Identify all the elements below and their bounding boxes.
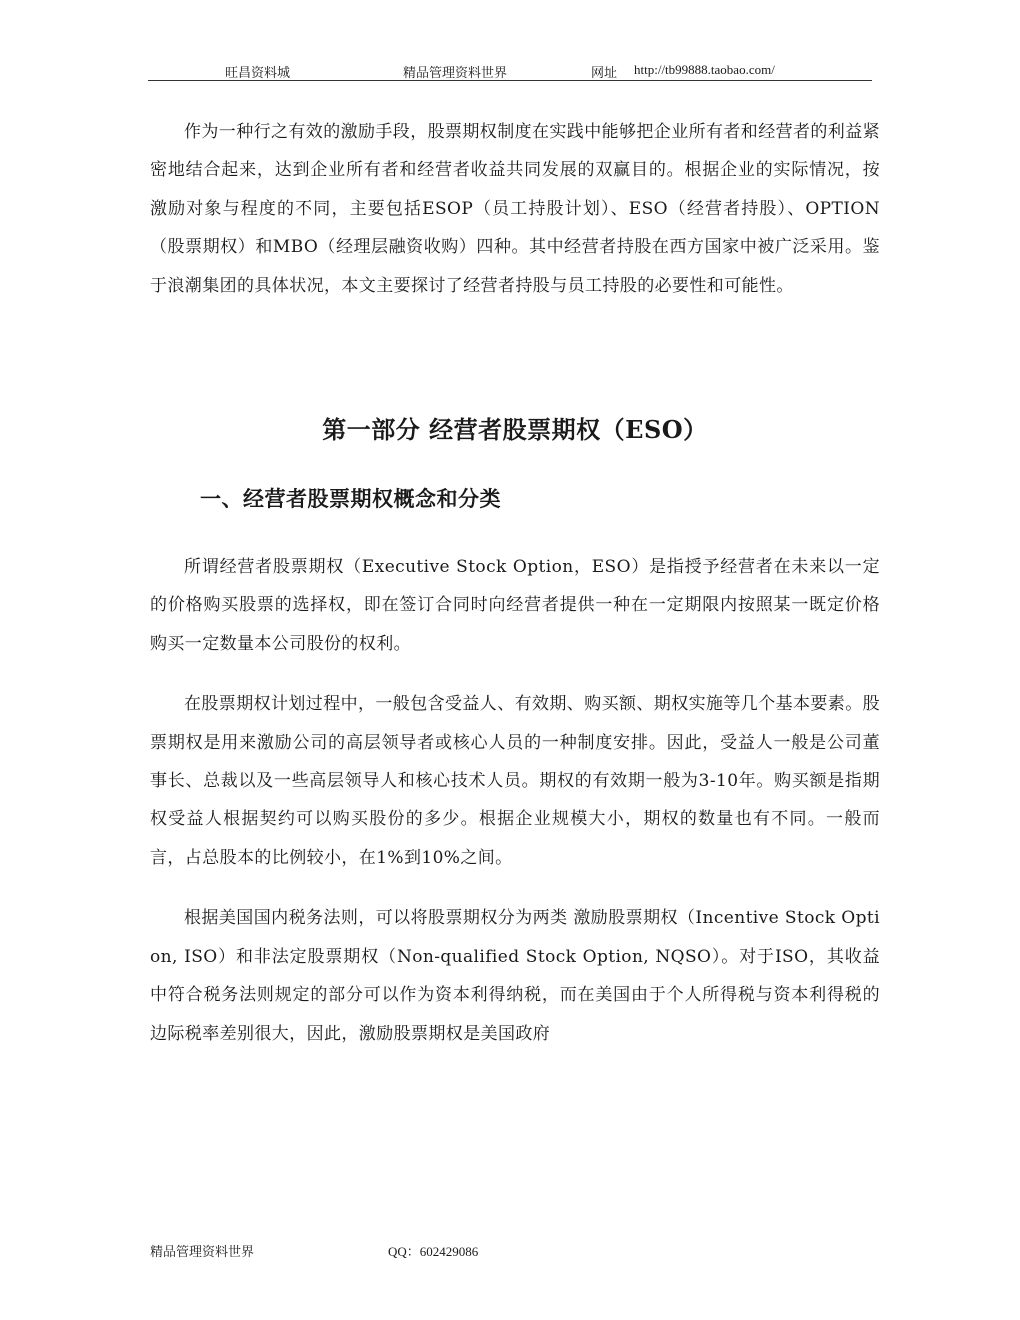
footer-qq: QQ：602429086 (388, 1244, 479, 1259)
definition-paragraph: 所谓经营者股票期权（Executive Stock Option，ESO）是指授予经营者在未来以一定的价格购买股票的选择权，即在签订合同时向经营者提供一种在一定期限内按照某一既定价格购买一定数量本公司股份的权利。 (150, 557, 880, 654)
intro-paragraph: 作为一种行之有效的激励手段，股票期权制度在实践中能够把企业所有者和经营者的利益紧密地结合起来，达到企业所有者和经营者收益共同发展的双赢目的。根据企业的实际情况，按激励对象与程度的不同，主要包括ESOP（员工持股计划）、ESO（经营者持股）、OPTION（股票期权）和MBO（经理层融资收购）四种。其中经营者持股在西方国家中被广泛采用。鉴于浪潮集团的具体状况，本文主要探讨了经营者持股与员工持股的必要性和可能性。 (150, 122, 880, 296)
part-title: 第一部分 经营者股票期权（ESO） (322, 415, 708, 445)
elements-paragraph: 在股票期权计划过程中，一般包含受益人、有效期、购买额、期权实施等几个基本要素。股票期权是用来激励公司的高层领导者或核心人员的一种制度安排。因此，受益人一般是公司董事长、总裁以及一些高层领导人和核心技术人员。期权的有效期一般为3-10年。购买额是指期权受益人根据契约可以购买股份的多少。根据企业规模大小，期权的数量也有不同。一般而言，占总股本的比例较小，在1%到10%之间。 (150, 694, 880, 868)
page-header (148, 56, 872, 81)
header-url-link[interactable]: http://tb99888.taobao.com/ (634, 62, 775, 77)
section-heading: 一、经营者股票期权概念和分类 (200, 486, 501, 512)
header-shop-name: 旺昌资料城 (225, 65, 291, 80)
footer-tagline: 精品管理资料世界 (150, 1244, 255, 1259)
classification-paragraph: 根据美国国内税务法则，可以将股票期权分为两类 激励股票期权（Incentive Stock Option, ISO）和非法定股票期权（Non-qualified Stock Option, NQSO）。对于ISO，其收益中符合税务法则规定的部分可以作为资本利得纳税，而在美国由于个人所得税与资本利得税的边际税率差别很大，因此，激励股票期权是美国政府 (150, 908, 880, 1044)
header-tagline: 精品管理资料世界 (403, 65, 508, 80)
document-body (150, 113, 880, 1053)
header-url-label: 网址 (591, 65, 618, 80)
